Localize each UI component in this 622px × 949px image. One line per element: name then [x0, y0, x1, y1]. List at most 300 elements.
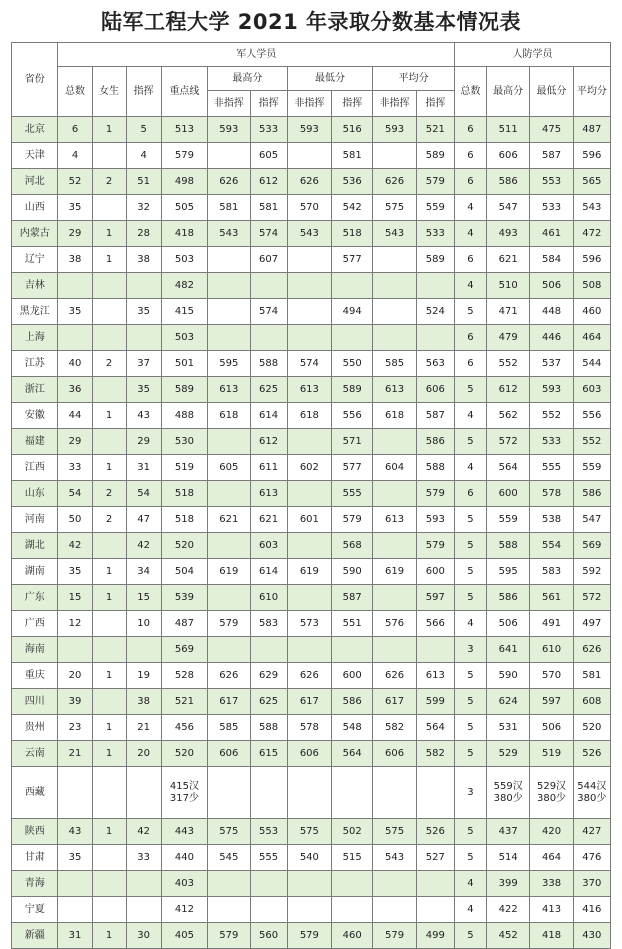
- cell-civil-avg: 603: [573, 377, 610, 403]
- cell-civil-max: 506: [486, 611, 529, 637]
- cell-province: 贵州: [12, 715, 58, 741]
- cell-civil-avg: 497: [573, 611, 610, 637]
- table-row: [12, 637, 611, 663]
- cell-avg-non-command: 626: [373, 169, 416, 195]
- header-total: 总数: [58, 67, 92, 117]
- cell-civil-total: 6: [454, 247, 486, 273]
- table-row: [12, 169, 611, 195]
- cell-female: [92, 195, 126, 221]
- cell-province: 西藏: [12, 767, 58, 819]
- cell-avg-command: 600: [416, 559, 454, 585]
- cell-command: [126, 871, 161, 897]
- cell-key-line: 520: [161, 741, 207, 767]
- table-row: [12, 767, 611, 819]
- cell-province: 湖南: [12, 559, 58, 585]
- cell-max-command: 588: [250, 715, 287, 741]
- cell-avg-non-command: 582: [373, 715, 416, 741]
- cell-min-command: 579: [332, 507, 373, 533]
- cell-max-non-command: [208, 325, 250, 351]
- cell-avg-non-command: [373, 429, 416, 455]
- cell-command: 32: [126, 195, 161, 221]
- cell-civil-min: 461: [530, 221, 573, 247]
- cell-female: 1: [92, 819, 126, 845]
- cell-max-non-command: [208, 481, 250, 507]
- cell-key-line: 482: [161, 273, 207, 299]
- header-avg-score: 平均分: [373, 67, 455, 91]
- cell-civil-max: 422: [486, 897, 529, 923]
- cell-command: 4: [126, 143, 161, 169]
- page-title: 陆军工程大学 2021 年录取分数基本情况表: [100, 10, 522, 34]
- cell-max-non-command: 581: [208, 195, 250, 221]
- cell-female: 1: [92, 403, 126, 429]
- cell-province: 北京: [12, 117, 58, 143]
- cell-province: 江西: [12, 455, 58, 481]
- cell-civil-total: 3: [454, 767, 486, 819]
- cell-avg-non-command: 585: [373, 351, 416, 377]
- cell-key-line: 569: [161, 637, 207, 663]
- cell-max-non-command: [208, 637, 250, 663]
- cell-min-non-command: 617: [287, 689, 331, 715]
- cell-total: [58, 767, 92, 819]
- cell-civil-min: 533: [530, 195, 573, 221]
- cell-province: 内蒙古: [12, 221, 58, 247]
- cell-max-non-command: 621: [208, 507, 250, 533]
- cell-key-line: 415: [161, 299, 207, 325]
- cell-province: 河北: [12, 169, 58, 195]
- cell-avg-command: 589: [416, 143, 454, 169]
- cell-min-command: 600: [332, 663, 373, 689]
- cell-civil-total: 5: [454, 715, 486, 741]
- cell-total: 4: [58, 143, 92, 169]
- cell-civil-min: 464: [530, 845, 573, 871]
- cell-civil-max: 514: [486, 845, 529, 871]
- cell-avg-command: 566: [416, 611, 454, 637]
- table-row: [12, 663, 611, 689]
- cell-min-non-command: [287, 247, 331, 273]
- cell-civil-max: 564: [486, 455, 529, 481]
- cell-avg-non-command: [373, 533, 416, 559]
- cell-min-command: 494: [332, 299, 373, 325]
- cell-civil-total: 6: [454, 481, 486, 507]
- table-row: [12, 871, 611, 897]
- cell-total: 35: [58, 299, 92, 325]
- cell-civil-max: 559: [486, 507, 529, 533]
- cell-civil-total: 4: [454, 897, 486, 923]
- cell-min-command: 589: [332, 377, 373, 403]
- header-key-line: 重点线: [161, 67, 207, 117]
- table-row: [12, 923, 611, 949]
- cell-avg-non-command: 606: [373, 741, 416, 767]
- cell-civil-avg: 370: [573, 871, 610, 897]
- cell-key-line: 418: [161, 221, 207, 247]
- cell-civil-min: 529汉 380少: [530, 767, 573, 819]
- cell-female: 2: [92, 169, 126, 195]
- cell-avg-command: 499: [416, 923, 454, 949]
- cell-civil-min: 413: [530, 897, 573, 923]
- cell-avg-command: 521: [416, 117, 454, 143]
- cell-max-non-command: 606: [208, 741, 250, 767]
- cell-civil-avg: 581: [573, 663, 610, 689]
- cell-civil-max: 399: [486, 871, 529, 897]
- cell-civil-total: 5: [454, 741, 486, 767]
- cell-min-non-command: [287, 585, 331, 611]
- cell-female: [92, 299, 126, 325]
- cell-max-non-command: [208, 897, 250, 923]
- cell-max-command: 607: [250, 247, 287, 273]
- cell-total: 38: [58, 247, 92, 273]
- cell-min-non-command: [287, 429, 331, 455]
- cell-province: 浙江: [12, 377, 58, 403]
- cell-min-command: 564: [332, 741, 373, 767]
- cell-min-command: 577: [332, 247, 373, 273]
- cell-max-command: 621: [250, 507, 287, 533]
- cell-min-command: [332, 325, 373, 351]
- table-row: [12, 247, 611, 273]
- cell-avg-command: 599: [416, 689, 454, 715]
- cell-civil-total: 6: [454, 351, 486, 377]
- cell-total: 40: [58, 351, 92, 377]
- cell-key-line: 528: [161, 663, 207, 689]
- cell-civil-min: 552: [530, 403, 573, 429]
- cell-female: [92, 429, 126, 455]
- cell-civil-total: 5: [454, 507, 486, 533]
- cell-min-non-command: [287, 299, 331, 325]
- table-row: [12, 429, 611, 455]
- cell-female: [92, 325, 126, 351]
- cell-min-non-command: 593: [287, 117, 331, 143]
- header-civil-group: 人防学员: [454, 43, 610, 67]
- cell-key-line: 521: [161, 689, 207, 715]
- table-row: [12, 325, 611, 351]
- cell-civil-max: 511: [486, 117, 529, 143]
- cell-civil-avg: 520: [573, 715, 610, 741]
- cell-civil-min: 561: [530, 585, 573, 611]
- cell-max-command: [250, 637, 287, 663]
- cell-civil-max: 471: [486, 299, 529, 325]
- cell-min-non-command: 626: [287, 663, 331, 689]
- cell-civil-max: 600: [486, 481, 529, 507]
- cell-total: 50: [58, 507, 92, 533]
- cell-female: [92, 767, 126, 819]
- cell-civil-total: 5: [454, 689, 486, 715]
- cell-avg-non-command: 617: [373, 689, 416, 715]
- cell-avg-command: 579: [416, 533, 454, 559]
- cell-key-line: 589: [161, 377, 207, 403]
- cell-avg-command: 579: [416, 169, 454, 195]
- cell-civil-min: 491: [530, 611, 573, 637]
- cell-civil-avg: 464: [573, 325, 610, 351]
- cell-female: 1: [92, 247, 126, 273]
- table-row: [12, 143, 611, 169]
- cell-avg-non-command: 543: [373, 845, 416, 871]
- cell-command: 42: [126, 819, 161, 845]
- cell-civil-avg: 559: [573, 455, 610, 481]
- cell-province: 广西: [12, 611, 58, 637]
- cell-command: 34: [126, 559, 161, 585]
- header-min-command: 指挥: [332, 91, 373, 117]
- cell-command: 38: [126, 247, 161, 273]
- cell-civil-avg: 586: [573, 481, 610, 507]
- cell-avg-non-command: 543: [373, 221, 416, 247]
- cell-civil-avg: 572: [573, 585, 610, 611]
- cell-civil-max: 552: [486, 351, 529, 377]
- cell-female: 1: [92, 455, 126, 481]
- cell-civil-max: 624: [486, 689, 529, 715]
- cell-female: 1: [92, 585, 126, 611]
- cell-key-line: 579: [161, 143, 207, 169]
- cell-avg-non-command: 626: [373, 663, 416, 689]
- cell-avg-non-command: 593: [373, 117, 416, 143]
- header-civil-max: 最高分: [486, 67, 529, 117]
- cell-civil-total: 5: [454, 533, 486, 559]
- cell-female: [92, 533, 126, 559]
- cell-civil-avg: 476: [573, 845, 610, 871]
- cell-avg-non-command: [373, 273, 416, 299]
- cell-civil-min: 475: [530, 117, 573, 143]
- cell-max-non-command: 545: [208, 845, 250, 871]
- cell-civil-max: 531: [486, 715, 529, 741]
- cell-command: 35: [126, 299, 161, 325]
- cell-avg-command: 564: [416, 715, 454, 741]
- cell-civil-total: 5: [454, 923, 486, 949]
- cell-command: [126, 897, 161, 923]
- cell-province: 上海: [12, 325, 58, 351]
- cell-civil-avg: 508: [573, 273, 610, 299]
- cell-max-non-command: [208, 533, 250, 559]
- cell-max-command: [250, 871, 287, 897]
- cell-civil-max: 510: [486, 273, 529, 299]
- cell-avg-non-command: 604: [373, 455, 416, 481]
- cell-civil-min: 338: [530, 871, 573, 897]
- cell-civil-max: 606: [486, 143, 529, 169]
- cell-max-non-command: [208, 299, 250, 325]
- cell-civil-max: 479: [486, 325, 529, 351]
- cell-min-non-command: 606: [287, 741, 331, 767]
- cell-total: 20: [58, 663, 92, 689]
- cell-max-command: 553: [250, 819, 287, 845]
- cell-avg-command: [416, 871, 454, 897]
- cell-max-command: 614: [250, 559, 287, 585]
- cell-max-command: 588: [250, 351, 287, 377]
- cell-female: [92, 377, 126, 403]
- cell-province: 重庆: [12, 663, 58, 689]
- cell-civil-max: 586: [486, 585, 529, 611]
- cell-total: 36: [58, 377, 92, 403]
- cell-civil-total: 6: [454, 325, 486, 351]
- cell-max-non-command: [208, 273, 250, 299]
- cell-max-command: 611: [250, 455, 287, 481]
- cell-civil-avg: 596: [573, 143, 610, 169]
- cell-female: 2: [92, 481, 126, 507]
- cell-command: 43: [126, 403, 161, 429]
- cell-civil-total: 6: [454, 169, 486, 195]
- cell-min-non-command: [287, 481, 331, 507]
- cell-avg-non-command: [373, 637, 416, 663]
- cell-max-non-command: 605: [208, 455, 250, 481]
- cell-min-non-command: [287, 871, 331, 897]
- cell-avg-non-command: [373, 585, 416, 611]
- cell-civil-max: 588: [486, 533, 529, 559]
- cell-civil-total: 4: [454, 871, 486, 897]
- cell-avg-non-command: [373, 767, 416, 819]
- cell-max-command: 610: [250, 585, 287, 611]
- cell-key-line: 498: [161, 169, 207, 195]
- cell-max-non-command: 585: [208, 715, 250, 741]
- cell-civil-total: 4: [454, 455, 486, 481]
- cell-female: [92, 637, 126, 663]
- table-row: [12, 481, 611, 507]
- cell-civil-total: 4: [454, 403, 486, 429]
- cell-min-command: 551: [332, 611, 373, 637]
- cell-min-command: 518: [332, 221, 373, 247]
- cell-province: 湖北: [12, 533, 58, 559]
- cell-command: 31: [126, 455, 161, 481]
- cell-max-command: 614: [250, 403, 287, 429]
- cell-max-command: [250, 767, 287, 819]
- cell-civil-total: 5: [454, 377, 486, 403]
- cell-min-command: 587: [332, 585, 373, 611]
- cell-civil-min: 597: [530, 689, 573, 715]
- cell-civil-avg: 552: [573, 429, 610, 455]
- cell-max-non-command: 593: [208, 117, 250, 143]
- cell-max-non-command: [208, 871, 250, 897]
- cell-max-non-command: 595: [208, 351, 250, 377]
- header-avg-non-command: 非指挥: [373, 91, 416, 117]
- cell-key-line: 518: [161, 507, 207, 533]
- cell-civil-min: 554: [530, 533, 573, 559]
- cell-max-command: 560: [250, 923, 287, 949]
- header-civil-total: 总数: [454, 67, 486, 117]
- cell-avg-command: 526: [416, 819, 454, 845]
- header-command: 指挥: [126, 67, 161, 117]
- cell-female: [92, 871, 126, 897]
- admission-scores-table: [11, 42, 611, 949]
- cell-total: 29: [58, 221, 92, 247]
- cell-total: 6: [58, 117, 92, 143]
- cell-civil-max: 493: [486, 221, 529, 247]
- cell-civil-total: 5: [454, 663, 486, 689]
- cell-civil-total: 6: [454, 117, 486, 143]
- cell-command: 19: [126, 663, 161, 689]
- cell-female: 1: [92, 715, 126, 741]
- cell-province: 陕西: [12, 819, 58, 845]
- cell-avg-command: 613: [416, 663, 454, 689]
- cell-min-non-command: [287, 325, 331, 351]
- cell-key-line: 415汉 317少: [161, 767, 207, 819]
- cell-min-non-command: 626: [287, 169, 331, 195]
- cell-avg-command: 563: [416, 351, 454, 377]
- cell-civil-total: 6: [454, 143, 486, 169]
- header-min-score: 最低分: [287, 67, 373, 91]
- cell-avg-non-command: [373, 325, 416, 351]
- cell-avg-command: 559: [416, 195, 454, 221]
- cell-min-command: 542: [332, 195, 373, 221]
- cell-total: 39: [58, 689, 92, 715]
- cell-civil-min: 584: [530, 247, 573, 273]
- header-civil-min: 最低分: [530, 67, 573, 117]
- cell-civil-avg: 427: [573, 819, 610, 845]
- cell-min-command: 548: [332, 715, 373, 741]
- cell-total: 12: [58, 611, 92, 637]
- cell-civil-avg: 565: [573, 169, 610, 195]
- table-row: [12, 377, 611, 403]
- cell-min-command: [332, 871, 373, 897]
- cell-max-command: 581: [250, 195, 287, 221]
- cell-civil-avg: 556: [573, 403, 610, 429]
- cell-min-non-command: 570: [287, 195, 331, 221]
- cell-total: 42: [58, 533, 92, 559]
- cell-civil-min: 420: [530, 819, 573, 845]
- cell-civil-min: 519: [530, 741, 573, 767]
- table-row: [12, 299, 611, 325]
- cell-civil-max: 547: [486, 195, 529, 221]
- cell-max-command: 625: [250, 377, 287, 403]
- cell-civil-min: 553: [530, 169, 573, 195]
- cell-command: 5: [126, 117, 161, 143]
- cell-command: 10: [126, 611, 161, 637]
- cell-max-command: 625: [250, 689, 287, 715]
- cell-avg-non-command: [373, 871, 416, 897]
- cell-female: 1: [92, 221, 126, 247]
- cell-min-non-command: 602: [287, 455, 331, 481]
- header-military-group: 军人学员: [58, 43, 455, 67]
- cell-min-non-command: [287, 897, 331, 923]
- cell-min-command: [332, 767, 373, 819]
- cell-province: 吉林: [12, 273, 58, 299]
- cell-min-non-command: [287, 767, 331, 819]
- table-row: [12, 585, 611, 611]
- cell-key-line: 518: [161, 481, 207, 507]
- cell-key-line: 503: [161, 247, 207, 273]
- cell-max-non-command: 543: [208, 221, 250, 247]
- cell-avg-command: 597: [416, 585, 454, 611]
- cell-avg-command: [416, 325, 454, 351]
- cell-command: 30: [126, 923, 161, 949]
- cell-civil-avg: 460: [573, 299, 610, 325]
- cell-civil-min: 506: [530, 273, 573, 299]
- cell-province: 山东: [12, 481, 58, 507]
- cell-civil-avg: 543: [573, 195, 610, 221]
- cell-total: 23: [58, 715, 92, 741]
- cell-max-command: 605: [250, 143, 287, 169]
- table-row: [12, 221, 611, 247]
- cell-province: 江苏: [12, 351, 58, 377]
- cell-min-command: 460: [332, 923, 373, 949]
- cell-civil-total: 5: [454, 845, 486, 871]
- table-row: [12, 715, 611, 741]
- table-row: [12, 117, 611, 143]
- cell-key-line: 412: [161, 897, 207, 923]
- table-row: [12, 273, 611, 299]
- cell-key-line: 520: [161, 533, 207, 559]
- cell-max-command: 603: [250, 533, 287, 559]
- cell-civil-total: 5: [454, 429, 486, 455]
- cell-province: 甘肃: [12, 845, 58, 871]
- cell-min-non-command: 574: [287, 351, 331, 377]
- cell-province: 天津: [12, 143, 58, 169]
- cell-max-non-command: 575: [208, 819, 250, 845]
- cell-civil-avg: 626: [573, 637, 610, 663]
- cell-command: 54: [126, 481, 161, 507]
- cell-avg-command: 586: [416, 429, 454, 455]
- cell-avg-command: 606: [416, 377, 454, 403]
- table-row: [12, 533, 611, 559]
- cell-total: 21: [58, 741, 92, 767]
- cell-min-command: 577: [332, 455, 373, 481]
- cell-min-non-command: 613: [287, 377, 331, 403]
- cell-civil-total: 5: [454, 559, 486, 585]
- cell-min-non-command: 543: [287, 221, 331, 247]
